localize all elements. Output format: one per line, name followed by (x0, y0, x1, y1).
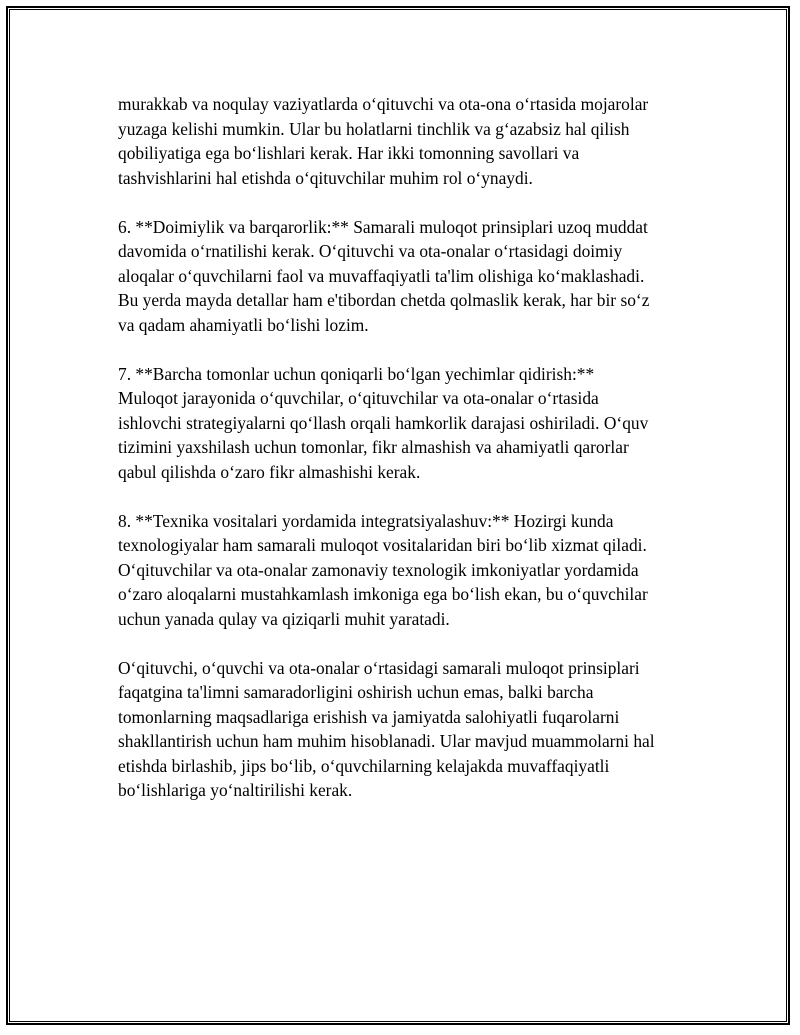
paragraph-item-7: 7. **Barcha tomonlar uchun qoniqarli bo‘lgan yechimlar qidirish:** Muloqot jarayonida o‘quvchilar, o‘qituvchilar va ota-onalar o‘rtasida ishlovchi strategiyalarni qo‘llash orqali hamkorlik darajasi oshiriladi. O‘quv tizimini yaxshilash uchun tomonlar, fikr almashish va ahamiyatli qarorlar qabul qilishda o‘zaro fikr almashishi kerak. (118, 363, 649, 482)
paragraph-item-6: 6. **Doimiylik va barqarorlik:** Samarali muloqot prinsiplari uzoq muddat davomida o‘rnatilishi kerak. O‘qituvchi va ota-onalar o‘rtasidagi doimiy aloqalar o‘quvchilarni faol va muvaffaqiyatli ta'lim olishiga ko‘maklashadi. Bu yerda mayda detallar ham e'tibordan chetda qolmaslik kerak, har bir so‘z va qadam ahamiyatli bo‘lishi lozim. (118, 216, 650, 335)
paragraph-conclusion: O‘qituvchi, o‘quvchi va ota-onalar o‘rtasidagi samarali muloqot prinsiplari faqatgina ta'limni samaradorligini oshirish uchun emas, balki barcha tomonlarning maqsadlariga erishish va jamiyatda salohiyatli fuqarolarni shakllantirish uchun ham muhim hisoblanadi. Ular mavjud muammolarni hal etishda birlashib, jips bo‘lib, o‘quvchilarning kelajakda muvaffaqiyatli bo‘lishlariga yo‘naltirilishi kerak. (118, 657, 655, 800)
document-body (118, 92, 693, 827)
paragraph-item-8: 8. **Texnika vositalari yordamida integratsiyalashuv:** Hozirgi kunda texnologiyalar ham samarali muloqot vositalaridan biri bo‘lib xizmat qiladi. O‘qituvchilar va ota-onalar zamonaviy texnologik imkoniyatlar yordamida o‘zaro aloqalarni mustahkamlash imkoniga ega bo‘lish ekan, bu o‘quvchilar uchun yanada qulay va qiziqarli muhit yaratadi. (118, 510, 648, 629)
paragraph-continuation: murakkab va noqulay vaziyatlarda o‘qituvchi va ota-ona o‘rtasida mojarolar yuzaga kelishi mumkin. Ular bu holatlarni tinchlik va g‘azabsiz hal qilish qobiliyatiga ega bo‘lishlari kerak. Har ikki tomonning savollari va tashvishlarini hal etishda o‘qituvchilar muhim rol o‘ynaydi. (118, 94, 649, 188)
